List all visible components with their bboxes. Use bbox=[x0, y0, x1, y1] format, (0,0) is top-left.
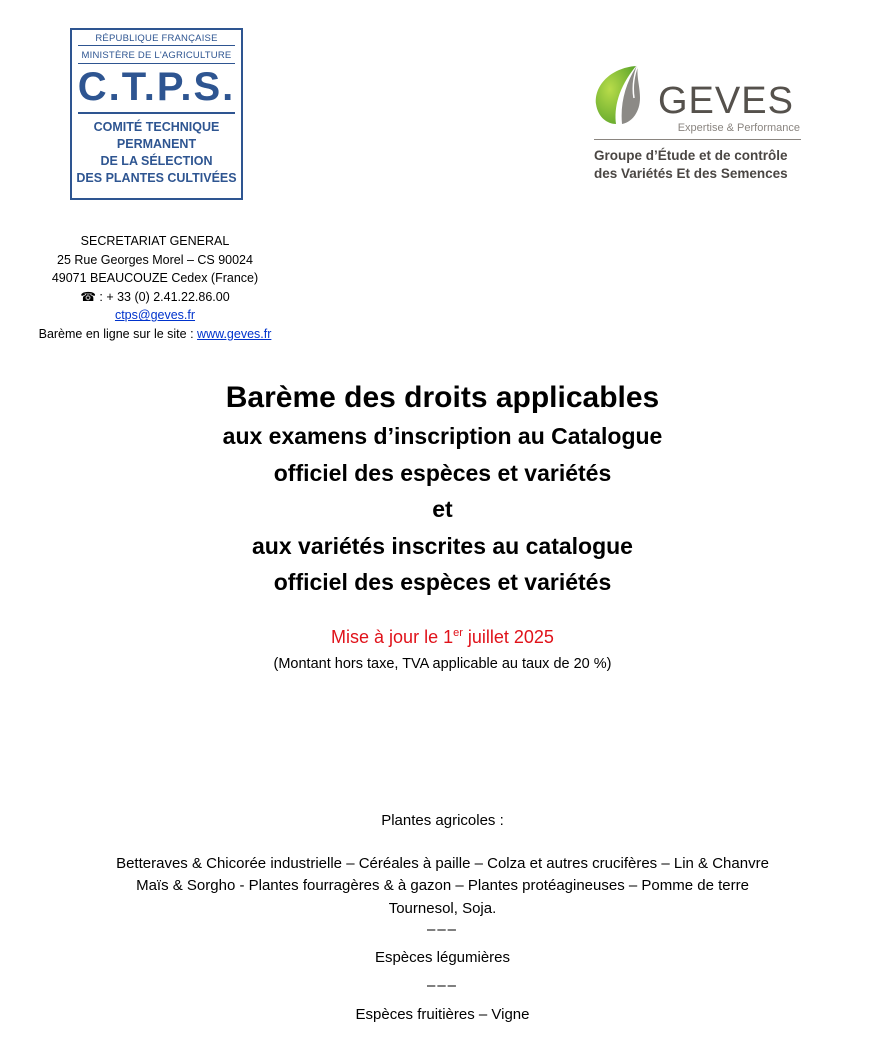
ctps-logo bbox=[70, 28, 243, 200]
update-date bbox=[0, 625, 885, 649]
ctps-line-4: DES PLANTES CULTIVÉES bbox=[76, 171, 237, 185]
ctps-line-1: COMITÉ TECHNIQUE bbox=[93, 120, 220, 134]
address-city: 49071 BEAUCOUZE Cedex (France) bbox=[51, 271, 259, 286]
title-main: Barème des droits applicables bbox=[225, 381, 660, 414]
separator-2: ––– bbox=[426, 977, 459, 994]
ctps-line-3: DE LA SÉLECTION bbox=[100, 154, 213, 168]
title-line-6: officiel des espèces et variétés bbox=[273, 569, 612, 595]
site-label: Barème en ligne sur le site : bbox=[38, 326, 194, 341]
update-suffix: juillet 2025 bbox=[462, 627, 554, 647]
title-line-2: aux examens d’inscription au Catalogue bbox=[222, 423, 663, 449]
geves-line-1: Groupe d’Étude et de contrôle bbox=[594, 148, 788, 163]
tax-note: (Montant hors taxe, TVA applicable au taux de 20 %) bbox=[273, 656, 612, 672]
address-org: SECRETARIAT GENERAL bbox=[80, 234, 230, 248]
geves-divider bbox=[594, 139, 801, 140]
geves-line-2: des Variétés Et des Semences bbox=[594, 166, 788, 181]
site-row bbox=[0, 325, 310, 344]
geves-logo bbox=[592, 58, 812, 188]
title-line-4: et bbox=[432, 496, 453, 522]
update-sup: er bbox=[453, 627, 463, 639]
separator-1: ––– bbox=[426, 921, 459, 938]
ctps-republique: RÉPUBLIQUE FRANÇAISE bbox=[78, 30, 235, 46]
agri-line-2: Maïs & Sorgho - Plantes fourragères & à gazon – Plantes protéagineuses – Pomme de terre bbox=[136, 877, 749, 894]
species-section bbox=[0, 810, 885, 1034]
address-phone: : + 33 (0) 2.41.22.86.00 bbox=[99, 289, 230, 304]
ctps-divider bbox=[78, 112, 235, 114]
geves-tagline: Expertise & Performance bbox=[677, 122, 800, 134]
ctps-ministere: MINISTÈRE DE L'AGRICULTURE bbox=[78, 46, 235, 64]
title-line-3: officiel des espèces et variétés bbox=[273, 459, 612, 486]
ctps-acronym: C.T.P.S. bbox=[77, 65, 236, 109]
phone-icon: ☎ bbox=[80, 289, 96, 304]
species-vegetables: Espèces légumières bbox=[374, 949, 511, 966]
site-link[interactable]: www.geves.fr bbox=[197, 326, 272, 341]
agri-line-1: Betteraves & Chicorée industrielle – Céréales à paille – Colza et autres crucifères – Lin & Chanvre bbox=[116, 854, 769, 872]
species-heading: Plantes agricoles : bbox=[381, 812, 504, 829]
ctps-line-2: PERMANENT bbox=[116, 137, 197, 151]
address-phone-row bbox=[0, 288, 310, 307]
species-fruits: Espèces fruitières – Vigne bbox=[355, 1006, 530, 1023]
agri-line-3: Tournesol, Soja. bbox=[388, 899, 497, 917]
update-prefix: Mise à jour le 1 bbox=[331, 627, 454, 647]
address-street: 25 Rue Georges Morel – CS 90024 bbox=[57, 252, 253, 267]
leaf-icon bbox=[592, 58, 654, 138]
address-block bbox=[0, 232, 310, 344]
document-title bbox=[0, 378, 885, 601]
email-link[interactable]: ctps@geves.fr bbox=[114, 308, 196, 323]
title-line-5: aux variétés inscrites au catalogue bbox=[252, 532, 633, 559]
geves-name: GEVES bbox=[658, 80, 794, 122]
